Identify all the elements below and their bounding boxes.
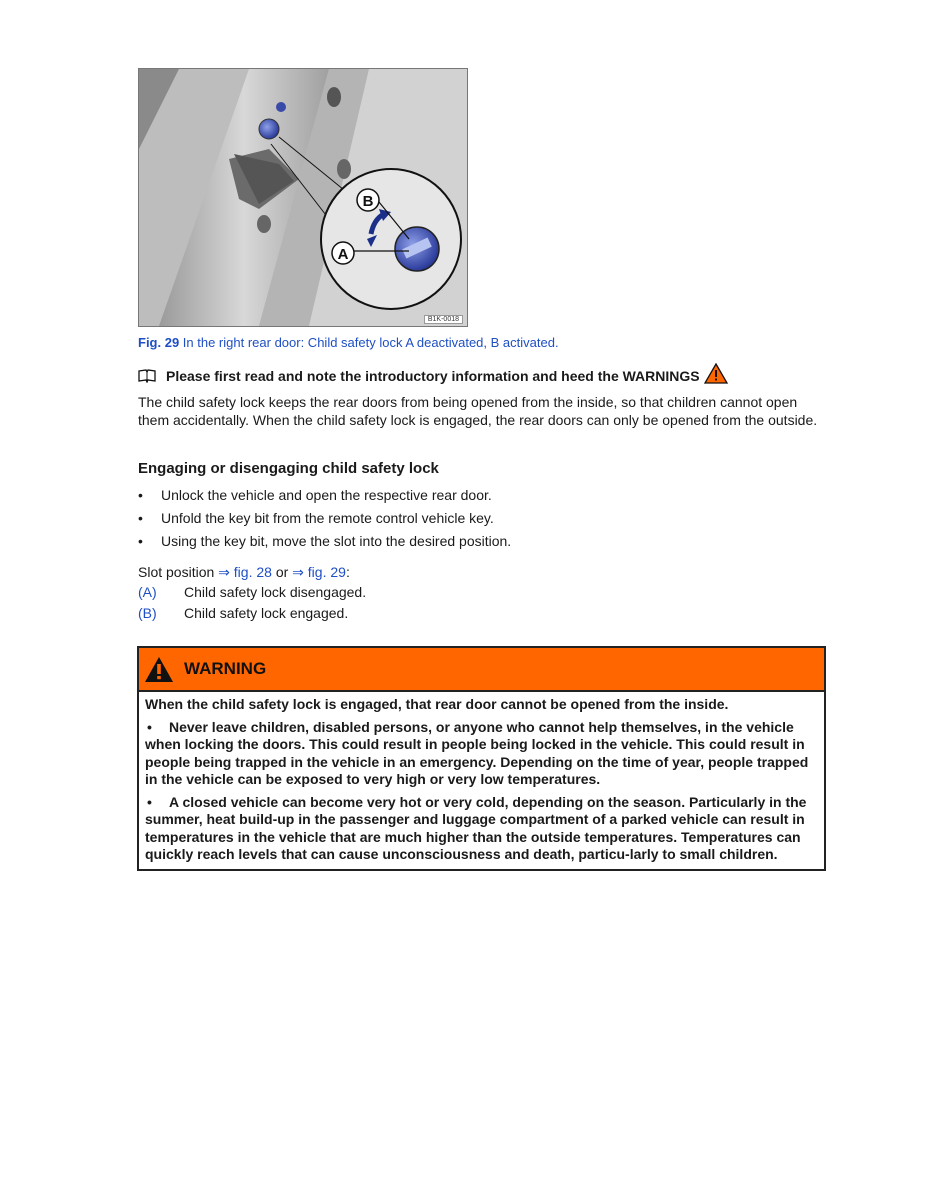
warning-box <box>137 646 826 871</box>
intro-note <box>138 368 728 384</box>
door-illustration <box>139 69 467 326</box>
list-item: • Unlock the vehicle and open the respective rear door. <box>138 487 492 503</box>
definition-item: (B) Child safety lock engaged. <box>138 605 349 621</box>
fig-28-link[interactable]: ⇒ fig. 28 <box>218 564 272 580</box>
warning-triangle-icon[interactable] <box>704 363 728 384</box>
slot-position-line: Slot position ⇒ fig. 28 or ⇒ fig. 29: <box>138 564 350 580</box>
warning-header <box>139 648 824 692</box>
callout-b: B <box>362 193 374 210</box>
section-heading: Engaging or disengaging child safety lock <box>138 460 439 477</box>
warning-item: • Never leave children, disabled persons, or anyone who cannot help themselves, in the vehicle when locking the doors. This could result in people being locked in the vehicle. This could result in people being trapped in the vehicle in an emergency. Depending on the time of year, people trapped in the vehicle can be exposed to very high or very low temperatures. <box>145 718 809 787</box>
figure-caption <box>138 335 559 350</box>
warning-lead: When the child safety lock is engaged, that rear door cannot be opened from the inside. <box>145 696 729 712</box>
definition-list <box>138 584 366 626</box>
warning-body <box>139 692 824 869</box>
list-item: • Using the key bit, move the slot into the desired position. <box>138 533 512 549</box>
figure-child-safety-lock <box>138 68 468 327</box>
warning-title: WARNING <box>184 659 267 678</box>
warning-item: • A closed vehicle can become very hot or very cold, depending on the season. Particularly in the summer, heat build-up in the passenger and luggage compartment of a parked vehicle can result in temperatures in the vehicle that are much higher than the outside temperatures. Temperatures can quickly reach levels that can cause unconsciousness and death, particu-larly to small children. <box>145 793 807 862</box>
book-icon <box>138 369 156 383</box>
list-item: • Unfold the key bit from the remote control vehicle key. <box>138 510 494 526</box>
fig-29-link[interactable]: ⇒ fig. 29 <box>292 564 346 580</box>
definition-item: (A) Child safety lock disengaged. <box>138 584 367 600</box>
steps-list <box>138 487 511 556</box>
caption-fig-label: Fig. 29 <box>138 335 180 350</box>
caption-text: In the right rear door: Child safety lock A deactivated, B activated. <box>179 335 559 350</box>
intro-paragraph: The child safety lock keeps the rear doors from being opened from the inside, so that children cannot open them accidentally. When the child safety lock is engaged, the rear doors can only be opened from the outside. <box>138 394 818 428</box>
figure-id: B1K-0018 <box>424 315 463 324</box>
warning-icon <box>144 656 174 683</box>
callout-a: A <box>337 246 349 263</box>
intro-text: Please first read and note the introductory information and heed the WARNINGS <box>166 368 700 384</box>
